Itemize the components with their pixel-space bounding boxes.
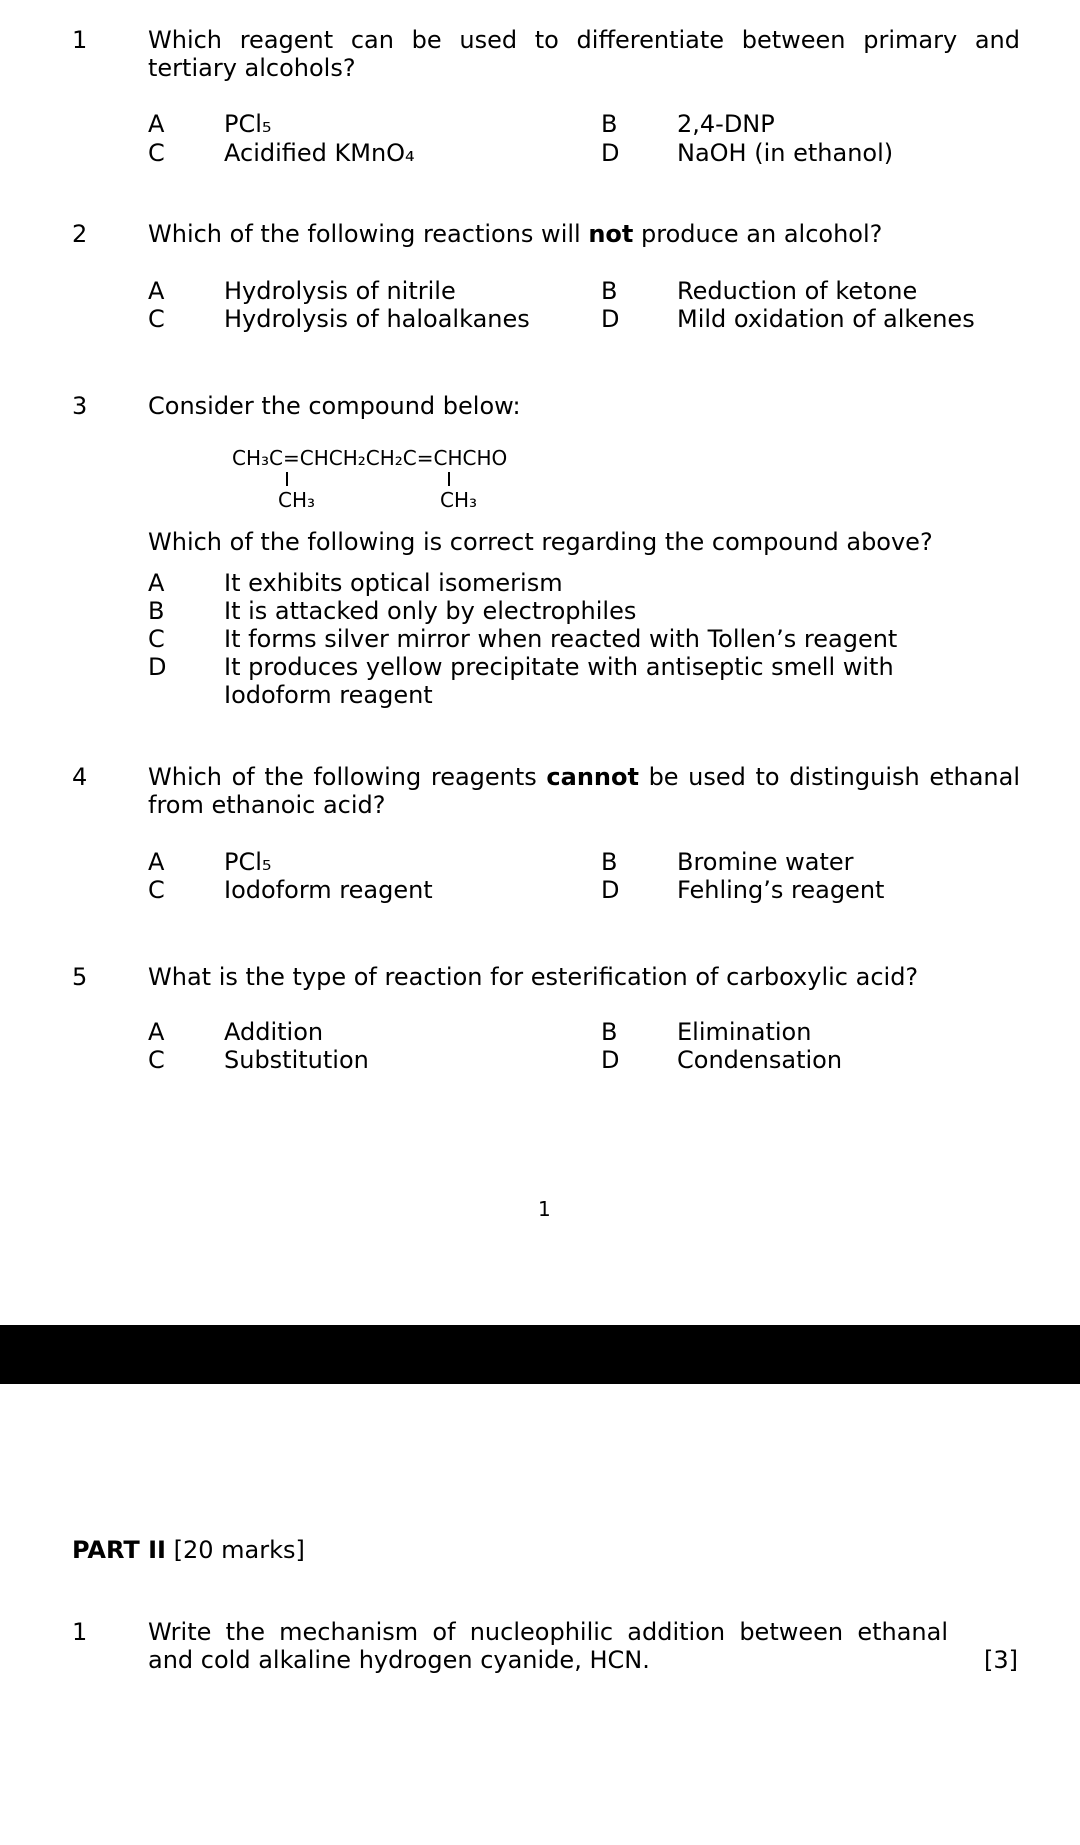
option-letter: D	[601, 139, 620, 167]
question-number: 3	[72, 392, 88, 420]
option-letter: B	[148, 597, 165, 625]
question-text: Which of the following reagents cannot be used to distinguish ethanal from ethanoic acid?	[148, 763, 1021, 819]
structure-main-chain: CH₃C=CHCH₂CH₂C=CHCHO	[232, 446, 508, 470]
option-text: Fehling’s reagent	[677, 876, 885, 904]
option-text: Condensation	[677, 1046, 843, 1074]
option-text: It produces yellow precipitate with antiseptic smell with Iodoform reagent	[224, 653, 894, 709]
question-text: Write the mechanism of nucleophilic addition between ethanal and cold alkaline hydrogen cyanide, HCN.	[148, 1618, 948, 1674]
option-letter: B	[601, 277, 618, 305]
option-letter: C	[148, 305, 165, 333]
option-letter: A	[148, 1018, 165, 1046]
option-letter: D	[601, 1046, 620, 1074]
option-letter: D	[601, 305, 620, 333]
bond-line	[286, 472, 288, 486]
question-number: 4	[72, 763, 88, 791]
question-text: Which of the following is correct regarding the compound above?	[148, 528, 933, 556]
option-letter: A	[148, 848, 165, 876]
option-text: It exhibits optical isomerism	[224, 569, 563, 597]
option-letter: A	[148, 569, 165, 597]
option-letter: A	[148, 110, 165, 138]
structure-branch: CH₃	[440, 488, 478, 512]
question-text: Which of the following reactions will not produce an alcohol?	[148, 220, 883, 248]
question-number: 5	[72, 963, 88, 991]
option-letter: C	[148, 1046, 165, 1074]
option-letter: D	[148, 653, 167, 681]
page-separator	[0, 1325, 1080, 1384]
option-text: Hydrolysis of nitrile	[224, 277, 456, 305]
option-text: Hydrolysis of haloalkanes	[224, 305, 530, 333]
option-text: Reduction of ketone	[677, 277, 918, 305]
section-heading: PART II [20 marks]	[72, 1536, 305, 1564]
option-text: Substitution	[224, 1046, 369, 1074]
question-number: 1	[72, 1618, 88, 1646]
question-number: 1	[72, 26, 88, 54]
page-number: 1	[538, 1197, 551, 1221]
option-letter: C	[148, 876, 165, 904]
option-text: Addition	[224, 1018, 324, 1046]
option-text: Mild oxidation of alkenes	[677, 305, 975, 333]
option-text: It is attacked only by electrophiles	[224, 597, 637, 625]
option-text: Elimination	[677, 1018, 812, 1046]
option-text: 2,4-DNP	[677, 110, 775, 138]
option-letter: C	[148, 625, 165, 653]
question-number: 2	[72, 220, 88, 248]
option-letter: B	[601, 110, 618, 138]
structure-branch: CH₃	[278, 488, 316, 512]
option-letter: B	[601, 1018, 618, 1046]
option-letter: A	[148, 277, 165, 305]
question-marks: [3]	[984, 1646, 1018, 1674]
option-text: Iodoform reagent	[224, 876, 433, 904]
option-text: PCl₅	[224, 110, 272, 138]
chemical-structure	[232, 446, 592, 520]
option-text: Acidified KMnO₄	[224, 139, 415, 167]
option-letter: C	[148, 139, 165, 167]
option-text: Bromine water	[677, 848, 854, 876]
question-text: What is the type of reaction for esterification of carboxylic acid?	[148, 963, 919, 991]
question-text: Which reagent can be used to differentiate between primary and tertiary alcohols?	[148, 26, 1020, 82]
option-letter: D	[601, 876, 620, 904]
option-text: NaOH (in ethanol)	[677, 139, 894, 167]
question-text: Consider the compound below:	[148, 392, 521, 420]
option-letter: B	[601, 848, 618, 876]
option-text: It forms silver mirror when reacted with Tollen’s reagent	[224, 625, 898, 653]
option-text: PCl₅	[224, 848, 272, 876]
bond-line	[448, 472, 450, 486]
